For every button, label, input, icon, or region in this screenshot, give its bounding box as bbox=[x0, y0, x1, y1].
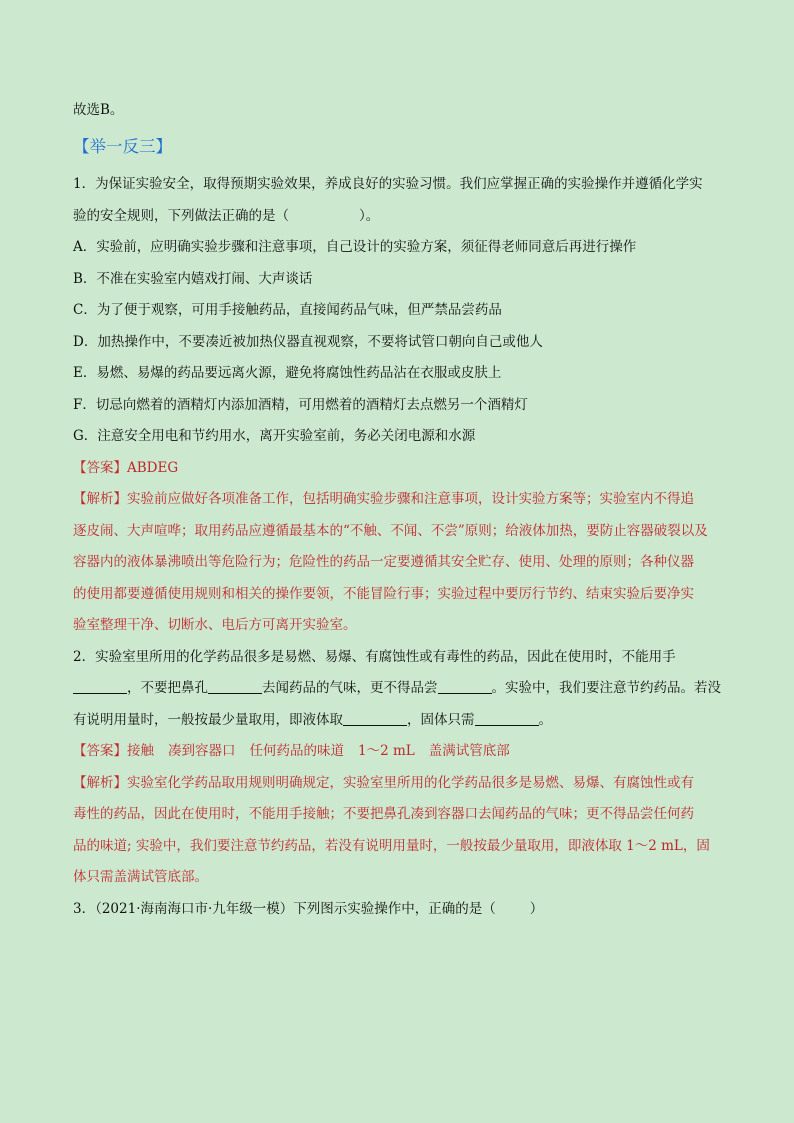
q1-analysis-line4: 的使用都要遵循使用规则和相关的操作要领，不能冒险行事；实验过程中要厉行节约、结束实验后要净实 bbox=[73, 585, 694, 602]
q2-answer-5: 盖满试管底部 bbox=[428, 743, 510, 759]
q2-line2-a: ，不要把鼻孔 bbox=[127, 680, 208, 696]
q1-answer bbox=[73, 453, 723, 485]
section-heading: 【举一反三】 bbox=[73, 137, 172, 156]
q2-analysis-line1 bbox=[73, 768, 723, 800]
question-3 bbox=[73, 894, 723, 926]
q1-line1: 1．为保证实验安全，取得预期实验效果，养成良好的实验习惯。我们应掌握正确的实验操作并遵循化学实 bbox=[73, 176, 703, 192]
q2-line2-c: 。实验中，我们要注意节约药品。若没 bbox=[491, 680, 721, 696]
q1-line2-b: ）。 bbox=[359, 207, 380, 224]
q1-answer-value: ABDEG bbox=[127, 459, 179, 476]
q2-blank-2 bbox=[208, 679, 262, 694]
q3-text-a: 3．（2021·海南海口市·九年级一模）下列图示实验操作中，正确的是（ bbox=[73, 900, 496, 917]
q2-blank-3 bbox=[438, 679, 492, 694]
q2-answer-3: 任何药品的味道 bbox=[249, 743, 344, 759]
q1-analysis-line3: 容器内的液体暴沸喷出等危险行为；危险性的药品一定要遵循其安全贮存、使用、处理的原则；各种仪器 bbox=[73, 554, 694, 570]
q1-option-a: A．实验前，应明确实验步骤和注意事项，自己设计的实验方案，须征得老师同意后再进行操作 bbox=[73, 239, 637, 255]
q2-analysis-tag: 【解析】 bbox=[73, 774, 127, 791]
q2-answer-tag: 【答案】 bbox=[73, 743, 127, 759]
q1-analysis-line5: 验室整理干净、切断水、电后方可离开实验室。 bbox=[73, 617, 357, 633]
q1-line2-a: 验的安全规则，下列做法正确的是（ bbox=[73, 207, 289, 224]
q1-option-e: E．易燃、易爆的药品要远离火源，避免将腐蚀性药品沾在衣服或皮肤上 bbox=[73, 365, 502, 381]
q2-analysis-text1: 实验室化学药品取用规则明确规定，实验室里所用的化学药品很多是易燃、易爆、有腐蚀性或有 bbox=[127, 774, 694, 791]
q2-answer-1: 接触 bbox=[127, 743, 154, 759]
q2-blank-4 bbox=[343, 711, 407, 726]
q2-line2 bbox=[73, 673, 723, 705]
intro-line: 故选B。 bbox=[73, 102, 124, 118]
question-1 bbox=[73, 169, 723, 642]
q2-line2-b: 去闻药品的气味，更不得品尝 bbox=[262, 680, 438, 696]
q2-answer bbox=[73, 736, 723, 768]
q2-answer-2: 凑到容器口 bbox=[168, 743, 236, 759]
q1-line2 bbox=[73, 201, 723, 233]
q2-analysis-line4: 体只需盖满试管底部。 bbox=[73, 869, 208, 885]
content bbox=[73, 99, 723, 925]
q2-line3 bbox=[73, 705, 723, 737]
q2-line1: 2．实验室里所用的化学药品很多是易燃、易爆、有腐蚀性或有毒性的药品，因此在使用时，不能用手 bbox=[73, 648, 676, 665]
q1-analysis-text1: 实验前应做好各项准备工作，包括明确实验步骤和注意事项，设计实验方案等；实验室内不得追 bbox=[127, 491, 694, 507]
q2-analysis-line3: 品的味道; 实验中，我们要注意节约药品，若没有说明用量时，一般按最少量取用，即液体取 1～2 mL，固 bbox=[73, 837, 710, 854]
q2-blank-1 bbox=[73, 679, 127, 694]
q1-option-b: B．不准在实验室内嬉戏打闹、大声谈话 bbox=[73, 270, 313, 287]
q1-option-c: C．为了便于观察，可用手接触药品，直接闻药品气味，但严禁品尝药品 bbox=[73, 302, 502, 318]
q2-line3-b: ，固体只需 bbox=[407, 711, 475, 728]
q1-analysis-line1 bbox=[73, 484, 723, 516]
q1-option-f: F．切忌向燃着的酒精灯内添加酒精，可用燃着的酒精灯去点燃另一个酒精灯 bbox=[73, 396, 528, 413]
q1-option-d: D．加热操作中，不要凑近被加热仪器直视观察，不要将试管口朝向自己或他人 bbox=[73, 333, 543, 350]
q2-blank-5 bbox=[475, 711, 539, 726]
q2-analysis-line2: 毒性的药品，因此在使用时，不能用手接触；不要把鼻孔凑到容器口去闻药品的气味；更不得品尝任何药 bbox=[73, 806, 694, 822]
q1-analysis-tag: 【解析】 bbox=[73, 491, 127, 507]
q2-answer-4: 1～2 mL bbox=[358, 743, 415, 759]
q1-option-g: G．注意安全用电和节约用水，离开实验室前，务必关闭电源和水源 bbox=[73, 428, 476, 444]
q3-text-b: ） bbox=[529, 900, 544, 917]
q1-analysis-line2: 逐皮闹、大声喧哗；取用药品应遵循最基本的“不触、不闻、不尝”原则；给液体加热，要防止容器破裂以及 bbox=[73, 522, 708, 539]
q2-line3-a: 有说明用量时，一般按最少量取用，即液体取 bbox=[73, 711, 343, 728]
question-2 bbox=[73, 642, 723, 894]
q1-answer-tag: 【答案】 bbox=[73, 459, 127, 476]
q2-line3-c: 。 bbox=[538, 711, 552, 728]
